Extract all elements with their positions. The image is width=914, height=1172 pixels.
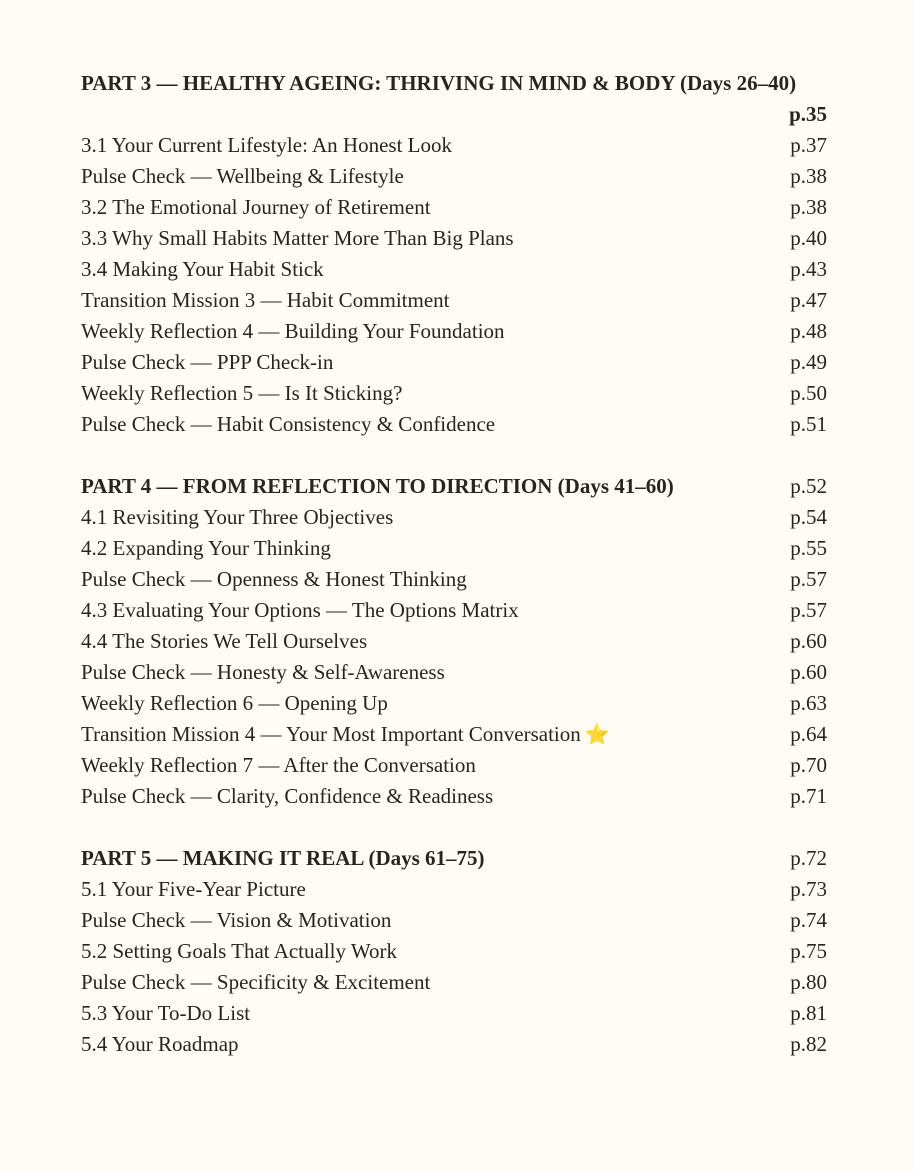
toc-entry-title: 5.1 Your Five-Year Picture bbox=[81, 877, 306, 901]
toc-entry-title-text: Transition Mission 4 — Your Most Important Conversation bbox=[81, 722, 581, 746]
toc-entry bbox=[81, 564, 841, 595]
toc-entry-page: p.47 bbox=[790, 288, 827, 312]
toc-entry-page: p.38 bbox=[790, 164, 827, 188]
toc-entry-page: p.60 bbox=[790, 629, 827, 653]
toc-entry bbox=[81, 688, 841, 719]
toc-entry bbox=[81, 161, 841, 192]
part-heading-page: p.72 bbox=[790, 846, 827, 870]
toc-entry-page: p.51 bbox=[790, 412, 827, 436]
toc-entry-title: Weekly Reflection 4 — Building Your Foundation bbox=[81, 319, 505, 343]
toc-entry bbox=[81, 254, 841, 285]
toc-entry-page: p.43 bbox=[790, 257, 827, 281]
toc-entry-title: 3.2 The Emotional Journey of Retirement bbox=[81, 195, 431, 219]
toc-entry-page: p.74 bbox=[790, 908, 827, 932]
toc-entry-title: Weekly Reflection 6 — Opening Up bbox=[81, 691, 388, 715]
part-heading-title: PART 4 — FROM REFLECTION TO DIRECTION (Days 41–60) bbox=[81, 474, 674, 498]
toc-entry bbox=[81, 967, 841, 998]
toc-entry-page: p.60 bbox=[790, 660, 827, 684]
toc-entry-title: 4.4 The Stories We Tell Ourselves bbox=[81, 629, 368, 653]
toc-entry-page: p.54 bbox=[790, 505, 827, 529]
toc-part-5 bbox=[81, 843, 841, 1060]
toc-entry bbox=[81, 130, 841, 161]
toc-entry bbox=[81, 533, 841, 564]
part-heading-title: PART 5 — MAKING IT REAL (Days 61–75) bbox=[81, 846, 485, 870]
toc-entry bbox=[81, 285, 841, 316]
toc-entry-title: 3.1 Your Current Lifestyle: An Honest Look bbox=[81, 133, 452, 157]
toc-entry-page: p.64 bbox=[790, 722, 827, 746]
toc-entry bbox=[81, 657, 841, 688]
toc-entry-page: p.73 bbox=[790, 877, 827, 901]
toc-entry bbox=[81, 192, 841, 223]
toc-entry bbox=[81, 936, 841, 967]
toc-entry-title: Pulse Check — PPP Check-in bbox=[81, 350, 334, 374]
toc-entry-title: Pulse Check — Specificity & Excitement bbox=[81, 970, 431, 994]
toc-entry-page: p.63 bbox=[790, 691, 827, 715]
toc-entry bbox=[81, 626, 841, 657]
toc-entry-title: 5.4 Your Roadmap bbox=[81, 1032, 239, 1056]
part-heading bbox=[81, 471, 841, 502]
toc-entry-page: p.57 bbox=[790, 598, 827, 622]
toc-entry bbox=[81, 874, 841, 905]
part-heading bbox=[81, 68, 841, 130]
toc-entry-title: Pulse Check — Openness & Honest Thinking bbox=[81, 567, 467, 591]
toc-entry bbox=[81, 750, 841, 781]
toc-entry-page: p.40 bbox=[790, 226, 827, 250]
part-heading-page: p.35 bbox=[789, 102, 827, 126]
toc-entry bbox=[81, 409, 841, 440]
toc-entry-page: p.49 bbox=[790, 350, 827, 374]
toc-entry-title: Pulse Check — Honesty & Self-Awareness bbox=[81, 660, 445, 684]
toc-entry-title bbox=[81, 719, 610, 750]
toc-entry bbox=[81, 502, 841, 533]
toc-entry-title: 3.3 Why Small Habits Matter More Than Big Plans bbox=[81, 226, 514, 250]
toc-entry-title: Weekly Reflection 7 — After the Conversation bbox=[81, 753, 476, 777]
toc-entry bbox=[81, 223, 841, 254]
toc-entry-title: Pulse Check — Vision & Motivation bbox=[81, 908, 392, 932]
toc-entry-page: p.75 bbox=[790, 939, 827, 963]
part-heading bbox=[81, 843, 841, 874]
toc-entry-page: p.37 bbox=[790, 133, 827, 157]
toc-entry-title: 3.4 Making Your Habit Stick bbox=[81, 257, 324, 281]
toc-part-4 bbox=[81, 471, 841, 812]
toc-part-3 bbox=[81, 68, 841, 440]
toc-entry-title: Weekly Reflection 5 — Is It Sticking? bbox=[81, 381, 403, 405]
toc-entry bbox=[81, 719, 841, 750]
toc-entry-page: p.50 bbox=[790, 381, 827, 405]
toc-entry-title: Pulse Check — Clarity, Confidence & Readiness bbox=[81, 784, 494, 808]
star-icon: ⭐ bbox=[584, 722, 610, 746]
toc-entry bbox=[81, 347, 841, 378]
toc-entry-page: p.71 bbox=[790, 784, 827, 808]
toc-entry-title: Transition Mission 3 — Habit Commitment bbox=[81, 288, 450, 312]
toc-entry-page: p.81 bbox=[790, 1001, 827, 1025]
toc-entry-title: 5.2 Setting Goals That Actually Work bbox=[81, 939, 398, 963]
toc-entry-title: 5.3 Your To-Do List bbox=[81, 1001, 251, 1025]
toc-entry-page: p.57 bbox=[790, 567, 827, 591]
toc-entry bbox=[81, 781, 841, 812]
toc-entry bbox=[81, 595, 841, 626]
part-heading-title: PART 3 — HEALTHY AGEING: THRIVING IN MIND & BODY (Days 26–40) bbox=[81, 71, 797, 95]
toc-entry-title: 4.3 Evaluating Your Options — The Options Matrix bbox=[81, 598, 519, 622]
toc-entry-page: p.80 bbox=[790, 970, 827, 994]
toc-entry-title: 4.1 Revisiting Your Three Objectives bbox=[81, 505, 394, 529]
toc-entry-title: Pulse Check — Habit Consistency & Confidence bbox=[81, 412, 496, 436]
part-heading-page: p.52 bbox=[790, 474, 827, 498]
toc-entry-title: Pulse Check — Wellbeing & Lifestyle bbox=[81, 164, 404, 188]
toc-entry-page: p.70 bbox=[790, 753, 827, 777]
toc-entry bbox=[81, 316, 841, 347]
toc-entry bbox=[81, 1029, 841, 1060]
toc-entry bbox=[81, 998, 841, 1029]
toc-entry-page: p.82 bbox=[790, 1032, 827, 1056]
toc-entry bbox=[81, 378, 841, 409]
toc-entry-page: p.55 bbox=[790, 536, 827, 560]
table-of-contents bbox=[81, 68, 841, 1091]
toc-entry-title: 4.2 Expanding Your Thinking bbox=[81, 536, 331, 560]
toc-entry-page: p.38 bbox=[790, 195, 827, 219]
toc-entry-page: p.48 bbox=[790, 319, 827, 343]
toc-entry bbox=[81, 905, 841, 936]
